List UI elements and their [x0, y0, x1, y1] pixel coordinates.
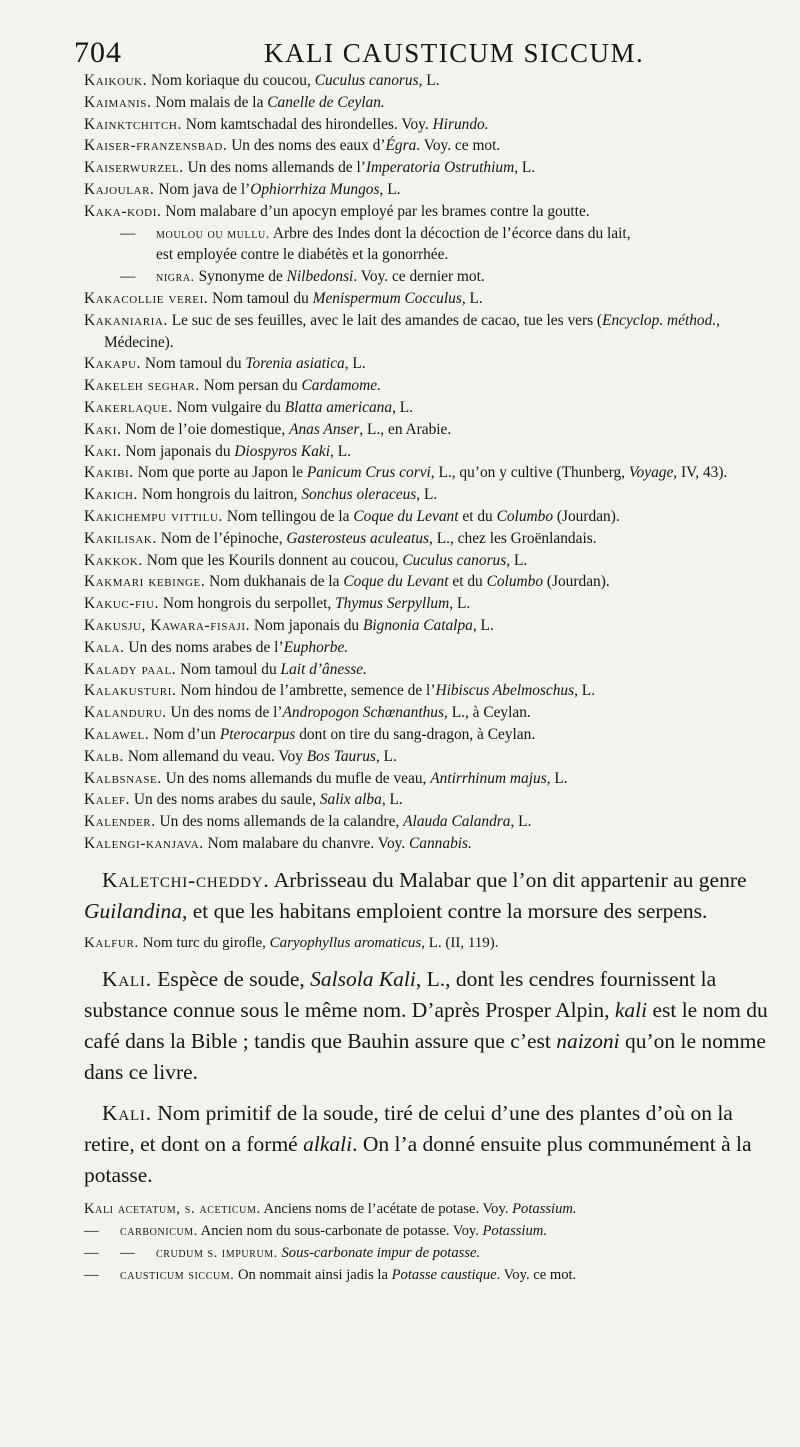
entry [84, 571, 772, 593]
sub-entry [84, 1199, 772, 1220]
italic-term: Columbo [496, 507, 554, 525]
italic-term: Anas Anser [289, 420, 360, 438]
text-run: Nom primitif de la soude, tiré de celui d’une des plantes d’où on la retire, et dont on a formé [84, 1100, 733, 1156]
text-run: , L. [381, 791, 403, 809]
entry-headword: Kali acetatum, s. aceticum. [84, 1200, 261, 1217]
entry-headword: Kaimanis. [84, 93, 152, 111]
text-run: , IV, 43). [673, 464, 728, 482]
entry-headword: Kalawel. [84, 725, 150, 743]
italic-term: Potassium. [512, 1200, 577, 1217]
italic-term: Cuculus canorus [402, 551, 507, 569]
text-run: Nom vulgaire du [172, 398, 285, 416]
entry-headword: Kala. [84, 638, 125, 656]
entry-headword: Kakibi. [84, 464, 134, 482]
entry-headword: Kakaniaria. [84, 311, 168, 329]
italic-term: Coque du Levant [353, 507, 459, 525]
italic-term: Potasse caustique [391, 1266, 497, 1283]
italic-term: Menispermum Cocculus [312, 289, 462, 307]
dash-mark: — [120, 268, 136, 286]
entry [84, 833, 772, 855]
text-run: , Médecine). [104, 311, 721, 351]
entry-text: Arbre des Indes dont la décoction de l’écorce dans du lait, [269, 224, 631, 242]
sub-entry-moulou [84, 223, 772, 267]
entry [84, 615, 772, 637]
text-run: Nom dukhanais de la [205, 573, 344, 591]
text-run: Nom de l’épinoche, [156, 529, 287, 547]
italic-term: Bos Taurus [306, 747, 376, 765]
italic-term: naizoni [556, 1028, 620, 1053]
italic-term: Caryophyllus aromaticus [269, 934, 422, 951]
italic-term: alkali [303, 1131, 353, 1156]
text-run: Nom japonais du [121, 442, 235, 460]
entry [84, 201, 772, 223]
entry [84, 550, 772, 572]
entry [84, 92, 772, 114]
text-run: Un des noms arabes de l’ [124, 638, 284, 656]
italic-term: Antirrhinum majus [430, 769, 547, 787]
running-title: KALI CAUSTICUM SICCUM. [264, 38, 645, 68]
entry-text [84, 967, 768, 1084]
entry-headword: Kaiserwurzel. [84, 159, 184, 177]
entry-headword: Kalengi-kanjava. [84, 834, 204, 852]
entry [84, 135, 772, 157]
dash-mark: — [84, 1222, 99, 1239]
entry [84, 310, 772, 354]
text-run: , L. [392, 398, 414, 416]
text-run: Nom turc du girofle, [138, 934, 270, 951]
page-number: 704 [74, 36, 122, 69]
italic-term: Blatta americana [284, 398, 393, 416]
italic-term: Diospyros Kaki [234, 442, 330, 460]
entry [84, 353, 772, 375]
entry [84, 70, 772, 92]
entry-headword: Kaikouk. [84, 72, 148, 89]
text-run: Le suc de ses feuilles, avec le lait des amandes de cacao, tue les vers ( [167, 311, 603, 329]
entry-headword: moulou ou mullu. [156, 225, 270, 241]
entry [84, 528, 772, 550]
text-run: Nom java de l’ [154, 180, 251, 198]
text-run: Nom kamtschadal des hirondelles. Voy. [181, 115, 433, 133]
italic-term: Guilandina [84, 898, 182, 923]
text-run: Ancien nom du sous-carbonate de potasse. Voy. [197, 1222, 483, 1239]
entry-headword: Kakusju, Kawara-fisaji. [84, 616, 251, 634]
italic-term: Hirundo. [432, 115, 489, 133]
text-run: , L. [344, 355, 366, 373]
entry-text [195, 268, 485, 285]
entry-headword: Kakeleh seghar. [84, 377, 200, 395]
text-run: . Voy. ce mot. [496, 1266, 577, 1283]
entry-headword: Kaka-kodi. [84, 202, 162, 220]
text-run: , L., en Arabie. [359, 420, 452, 438]
text-run: , L. [379, 180, 401, 198]
entry-headword: crudum s. impurum. [156, 1244, 278, 1260]
entry [84, 789, 772, 811]
text-run: Nom tamoul du [141, 355, 246, 373]
text-run: , L. [416, 486, 438, 504]
italic-term: Encyclop. méthod. [602, 311, 717, 329]
text-run: , L. [574, 682, 596, 700]
text-run: dont on tire du sang-dragon, à Ceylan. [295, 725, 536, 743]
text-run: Nom tamoul du [208, 289, 313, 307]
text-run: Espèce de soude, [151, 966, 311, 991]
entry-headword: Kalbsnase. [84, 769, 162, 787]
sub-entry [84, 1264, 772, 1286]
text-run: , L., à Ceylan. [444, 704, 531, 722]
page-header [74, 36, 772, 70]
text-run: Nom malabare du chanvre. Voy. [203, 834, 410, 852]
entry [84, 637, 772, 659]
italic-term: Pterocarpus [219, 725, 296, 743]
entry-headword: Kaletchi-cheddy. [102, 867, 270, 892]
text-run: Anciens noms de l’acétate de potase. Voy. [260, 1200, 513, 1217]
entry-headword: Kakichempu vittilu. [84, 507, 223, 525]
text-run: Nom hongrois du laitron, [138, 486, 302, 504]
entry [84, 724, 772, 746]
entry [84, 659, 772, 681]
text-run: Nom que les Kourils donnent au coucou, [142, 551, 403, 569]
entry-headword: Kali. [102, 1100, 152, 1125]
text-run: , L. [449, 595, 471, 613]
entry-headword: Kalender. [84, 813, 156, 831]
entry [84, 811, 772, 833]
text-run: , L., qu’on y cultive (Thunberg, [430, 464, 629, 482]
text-run: (Jourdan). [543, 573, 610, 591]
text-run: Nom tamoul du [176, 660, 281, 678]
entry [84, 419, 772, 441]
italic-term: Thymus Serpyllum [335, 595, 450, 613]
text-run: Nom malabare d’un apocyn employé par les brames contre la goutte. [161, 202, 590, 220]
italic-term: Bignonia Catalpa [362, 616, 473, 634]
text-run: Un des noms allemands de l’ [183, 159, 366, 177]
dash-mark: — [120, 224, 136, 242]
large-entry [84, 865, 772, 927]
entry-headword: Kakkok. [84, 551, 143, 569]
text-run: , L. (II, 119). [421, 934, 499, 951]
text-run: . On l’a donné ensuite plus communément à la potasse. [84, 1131, 752, 1187]
entry-headword: Kakapu. [84, 355, 142, 373]
entry [84, 375, 772, 397]
italic-term: Euphorbe. [283, 638, 349, 656]
text-run: Synonyme de [194, 268, 287, 286]
dash-mark: — [84, 1266, 99, 1283]
text-run: . Voy. ce dernier mot. [353, 268, 485, 286]
text-run: Un des noms des eaux d’ [227, 137, 386, 155]
italic-term: Potassium. [482, 1222, 547, 1239]
entry-headword: Kakmari kebinge. [84, 573, 206, 591]
italic-term: Gasterosteus aculeatus [286, 529, 430, 547]
entry-headword: Kakilisak. [84, 529, 157, 547]
text-run: Nom allemand du veau. Voy [123, 747, 307, 765]
entry-headword: Kainktchitch. [84, 115, 182, 133]
italic-term: Cardamome. [301, 377, 381, 395]
entry [84, 157, 772, 179]
text-run: , L., chez les Groënlandais. [429, 529, 597, 547]
text-run: Nom que porte au Japon le [133, 464, 307, 482]
text-run: Un des noms allemands du mufle de veau, [161, 769, 431, 787]
text-run: Nom de l’oie domestique, [121, 420, 290, 438]
entry [84, 288, 772, 310]
entry [84, 933, 772, 954]
dash-mark: — [84, 1244, 99, 1261]
sub-entry-nigra [84, 266, 772, 288]
italic-term: Nilbedonsi [286, 268, 354, 286]
text-run: Nom persan du [199, 377, 302, 395]
italic-term: Columbo [486, 573, 544, 591]
entry [84, 768, 772, 790]
italic-term: Ophiorrhiza Mungos [250, 180, 380, 198]
text-run: Nom malais de la [151, 93, 268, 111]
text-run: . Voy. ce mot. [416, 137, 501, 155]
italic-term: Alauda Calandra [403, 813, 511, 831]
large-entry [84, 964, 772, 1088]
entry-text [84, 1101, 752, 1187]
italic-term: Imperatoria Ostruthium [365, 159, 515, 177]
italic-term: Coque du Levant [343, 573, 449, 591]
text-run: Nom hindou de l’ambrette, semence de l’ [176, 682, 436, 700]
text-run: Nom koriaque du coucou, [147, 72, 315, 89]
italic-term: Lait d’ânesse. [280, 660, 367, 678]
entry [84, 179, 772, 201]
text-run: (Jourdan). [553, 507, 620, 525]
text-run: , L. [375, 747, 397, 765]
entry [84, 506, 772, 528]
italic-term: Cannabis. [409, 834, 472, 852]
text-run: Nom japonais du [250, 616, 363, 634]
text-run: , L. [418, 72, 440, 89]
entry-list [84, 70, 772, 223]
text-run: et du [448, 573, 487, 591]
entry [84, 397, 772, 419]
italic-term: Salsola Kali [310, 966, 416, 991]
italic-term: Salix alba [319, 791, 382, 809]
italic-term: Canelle de Ceylan. [267, 93, 385, 111]
dash-mark: — [120, 1244, 135, 1261]
entry [84, 441, 772, 463]
entry-headword: Kalef. [84, 791, 131, 809]
entry-headword: Kaki. [84, 442, 122, 460]
text-run: , L. [330, 442, 351, 460]
text-run: Un des noms de l’ [166, 704, 283, 722]
entry-headword: Kalady paal. [84, 660, 177, 678]
entry-headword: Kalakusturi. [84, 682, 177, 700]
text-run: Un des noms arabes du saule, [130, 791, 320, 809]
entry-headword: Kakuc-fiu. [84, 595, 159, 613]
text-run: Un des noms allemands de la calandre, [155, 813, 404, 831]
text-run: , L. [461, 289, 483, 307]
entry-headword: causticum siccum. [120, 1266, 235, 1282]
entry [84, 746, 772, 768]
entry-text: est employée contre le diabétès et la gonorrhée. [156, 246, 449, 264]
sub-entry [84, 1220, 772, 1242]
text-run: Nom hongrois du serpollet, [158, 595, 336, 613]
text-run: , L. [510, 813, 532, 831]
text-run: , L. [514, 159, 536, 177]
italic-term: Hibiscus Abelmoschus [435, 682, 575, 700]
entry-headword: Kakacollie verei. [84, 289, 209, 307]
entry [84, 702, 772, 724]
text-run: qu’on le nomme dans ce livre. [84, 1028, 766, 1084]
italic-term: Andropogon Schœnanthus [282, 704, 444, 722]
text-run: , et que les habitans emploient contre la morsure des serpens. [181, 898, 708, 923]
text-run: , L. [472, 616, 494, 634]
entry-headword: nigra. [156, 269, 195, 285]
text-run: Arbrisseau du Malabar que l’on dit appartenir au genre [269, 867, 747, 892]
entry-list [84, 288, 772, 855]
entry-headword: Kalfur. [84, 934, 139, 951]
entry-headword: Kalb. [84, 747, 124, 765]
large-entry [84, 1098, 772, 1191]
entry-text [139, 935, 499, 951]
entry-list [84, 1199, 772, 1286]
italic-term: Torenia asiatica [245, 355, 345, 373]
entry-headword: Kalanduru. [84, 704, 167, 722]
entry-headword: carbonicum. [120, 1222, 198, 1238]
entry-headword: Kaiser-franzensbad. [84, 137, 228, 155]
entry-headword: Kali. [102, 966, 152, 991]
text-run: , L. [506, 551, 528, 569]
italic-term: Panicum Crus corvi [306, 464, 431, 482]
entry-headword: Kakerlaque. [84, 398, 173, 416]
italic-term: Égra [385, 137, 417, 155]
entry-headword: Kajoular. [84, 180, 155, 198]
entry [84, 593, 772, 615]
italic-term: Sous-carbonate impur de potasse. [281, 1244, 481, 1261]
entry-headword: Kakich. [84, 486, 138, 504]
entry [84, 462, 772, 484]
italic-term: Sonchus oleraceus [301, 486, 417, 504]
italic-term: Voyage [628, 464, 674, 482]
entry [84, 114, 772, 136]
entry-headword: Kaki. [84, 420, 122, 438]
text-run: On nommait ainsi jadis la [234, 1266, 392, 1283]
text-run: , L., dont les cendres fournissent la substance connue sous le même nom. D’après Prosper Alpin, [84, 966, 717, 1022]
text-run: et du [458, 507, 497, 525]
entry [84, 680, 772, 702]
text-run: , L. [546, 769, 568, 787]
text-run: Nom d’un [149, 725, 220, 743]
text-run: Nom tellingou de la [222, 507, 354, 525]
italic-term: kali [614, 997, 648, 1022]
entry [84, 484, 772, 506]
sub-entry [84, 1242, 772, 1264]
italic-term: Cuculus canorus [314, 72, 419, 89]
text-run: est le nom du café dans la Bible ; tandis que Bauhin assure que c’est [84, 997, 768, 1053]
